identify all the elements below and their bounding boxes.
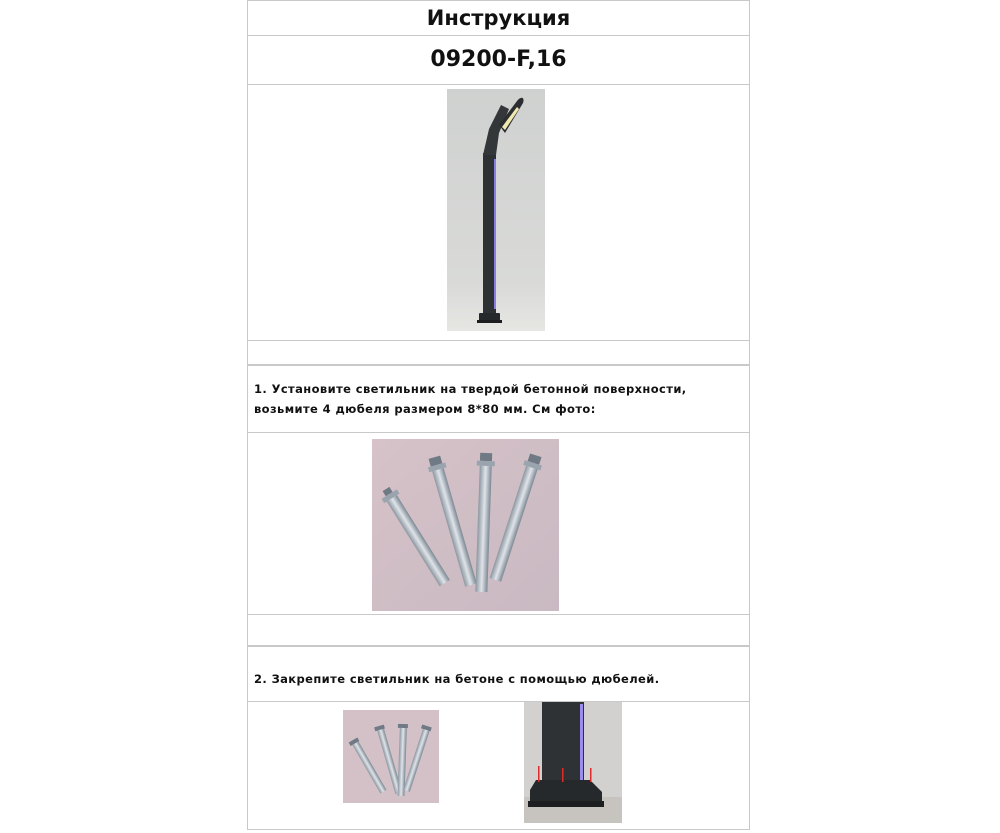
anchor-bolts-photo bbox=[372, 439, 559, 611]
model-row bbox=[247, 36, 750, 85]
model-number: 09200-F,16 bbox=[430, 47, 567, 72]
lamp-photo-row bbox=[247, 85, 750, 341]
step-2-photo-row bbox=[247, 702, 750, 830]
step-2-text: 2. Закрепите светильник на бетоне с помощью дюбелей. bbox=[254, 672, 660, 686]
lamp-base-photo bbox=[524, 702, 622, 823]
step-1-row bbox=[247, 365, 750, 433]
anchor-bolts-small-photo bbox=[343, 710, 439, 803]
title-row bbox=[247, 0, 750, 36]
step-2-row bbox=[247, 646, 750, 702]
step-1-photo-row bbox=[247, 433, 750, 615]
spacer-row-2 bbox=[247, 615, 750, 646]
spacer-row bbox=[247, 341, 750, 365]
step-1-text: 1. Установите светильник на твердой бетонной поверхности, возьмите 4 дюбеля размером 8*80 мм. См фото: bbox=[254, 382, 687, 416]
instruction-sheet bbox=[247, 0, 752, 833]
lamp-photo bbox=[447, 89, 545, 331]
document-title: Инструкция bbox=[426, 6, 571, 30]
